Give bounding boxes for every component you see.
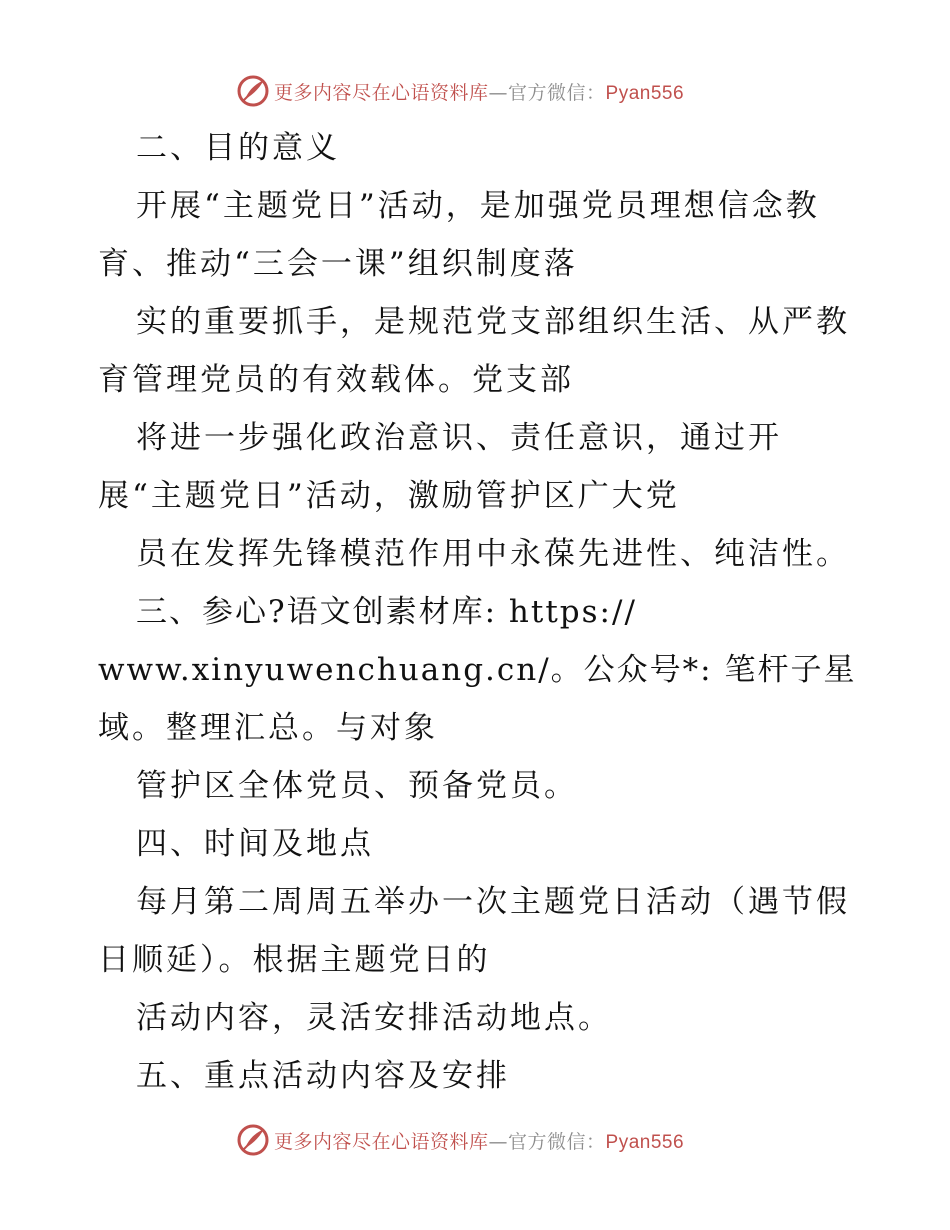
paragraph-line: 育、推动“三会一课”组织制度落 bbox=[98, 246, 578, 282]
section-heading-purpose: 二、目的意义 bbox=[136, 130, 340, 166]
watermark-wechat-id: Pyan556 bbox=[605, 1131, 685, 1153]
paragraph-line: 实的重要抓手，是规范党支部组织生活、从严教 bbox=[136, 304, 850, 340]
section-heading-time-place: 四、时间及地点 bbox=[136, 826, 374, 862]
paragraph-line: www.xinyuwenchuang.cn/。公众号*: 笔杆子星 bbox=[98, 652, 857, 688]
paragraph-line: 育管理党员的有效载体。党支部 bbox=[98, 362, 574, 398]
watermark-brand: 更多内容尽在心语资料库 bbox=[274, 1130, 489, 1153]
header-watermark bbox=[236, 74, 684, 108]
paragraph-line: 日顺延）。根据主题党日的 bbox=[98, 942, 491, 978]
watermark-separator: — bbox=[488, 1130, 509, 1153]
watermark-official: 官方微信： bbox=[508, 1130, 606, 1153]
watermark-separator: — bbox=[488, 81, 509, 104]
watermark-text bbox=[274, 78, 684, 105]
section-heading-activities: 五、重点活动内容及安排 bbox=[136, 1058, 510, 1094]
section-heading-target: 三、参心?语文创素材库: https:// bbox=[136, 594, 637, 630]
paragraph-line: 将进一步强化政治意识、责任意识，通过开 bbox=[136, 420, 782, 456]
feather-pen-logo-icon bbox=[236, 74, 270, 108]
feather-pen-logo-icon bbox=[236, 1123, 270, 1157]
watermark-text bbox=[274, 1127, 684, 1154]
footer-watermark bbox=[236, 1123, 684, 1157]
watermark-brand: 更多内容尽在心语资料库 bbox=[274, 81, 489, 104]
paragraph-line: 开展“主题党日”活动，是加强党员理想信念教 bbox=[136, 188, 820, 224]
paragraph-line: 员在发挥先锋模范作用中永葆先进性、纯洁性。 bbox=[136, 536, 850, 572]
watermark-official: 官方微信： bbox=[508, 81, 606, 104]
paragraph-line: 展“主题党日”活动，激励管护区广大党 bbox=[98, 478, 680, 514]
watermark-wechat-id: Pyan556 bbox=[605, 82, 685, 104]
paragraph-line: 活动内容，灵活安排活动地点。 bbox=[136, 1000, 612, 1036]
paragraph-line: 每月第二周周五举办一次主题党日活动（遇节假 bbox=[136, 884, 850, 920]
paragraph-line: 域。整理汇总。与对象 bbox=[98, 710, 438, 746]
paragraph-line: 管护区全体党员、预备党员。 bbox=[136, 768, 578, 804]
